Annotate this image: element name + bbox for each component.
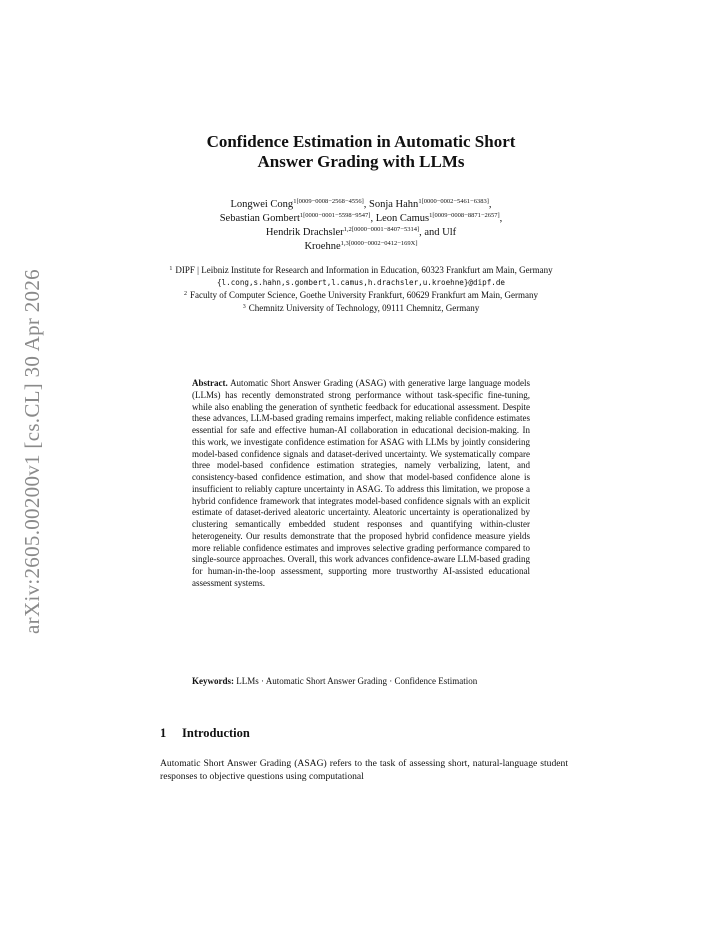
author-list: [160, 198, 562, 254]
affiliation-emails: {l.cong,s.hahn,s.gombert,l.camus,h.drachsler,u.kroehne}@dipf.de: [216, 277, 506, 287]
arxiv-identifier-text: arXiv:2605.00200v1 [cs.CL] 30 Apr 2026: [19, 268, 44, 634]
author-name: Leon Camus: [375, 213, 430, 224]
author-orcid: 1[0009−0008−8871−2657]: [429, 212, 500, 219]
author-separator: ,: [499, 213, 503, 224]
section-heading: [160, 726, 562, 741]
author-separator: ,: [488, 199, 492, 210]
author-orcid: 1,3[0000−0002−0412−169X]: [340, 240, 418, 247]
affiliation-list: [160, 264, 562, 314]
introduction-paragraph: Automatic Short Answer Grading (ASAG) refers to the task of assessing short, natural-language student responses to objective questions using computational: [160, 758, 568, 782]
author-line: [160, 240, 562, 254]
keywords-body: LLMs · Automatic Short Answer Grading · Confidence Estimation: [236, 676, 478, 686]
author-orcid: 1[0000−0002−5461−6383]: [418, 198, 489, 205]
keywords-label: Keywords:: [192, 676, 234, 686]
paper-title-line: Answer Grading with LLMs: [257, 152, 465, 171]
author-separator: , and: [419, 227, 443, 238]
affiliation-text: Chemnitz University of Technology, 09111 Chemnitz, Germany: [248, 302, 480, 313]
author-orcid: 1[0000−0001−5598−9547]: [299, 212, 371, 219]
keywords: [192, 676, 530, 688]
author-name: Longwei Cong: [230, 199, 294, 210]
abstract-body: Automatic Short Answer Grading (ASAG) with generative large language models (LLMs) has recently demonstrated strong performance without task-specific fine-tuning, while also enabling the generation of synthetic feedback for educational assessment. Despite these advances, LLM-based grading remains imperfect, making reliable confidence estimates essential for safe and effective human-AI collaboration in educational decision-making. In this work, we investigate confidence estimation for ASAG with LLMs by jointly considering model-based confidence signals and dataset-derived uncertainty. We systematically compare three model-based confidence estimation strategies, namely verbalizing, latent, and consistency-based confidence estimation, and show that model-based confidence alone is insufficient to reliably capture uncertainty in ASAG. To address this limitation, we propose a hybrid confidence framework that integrates model-based confidence signals with an explicit estimate of dataset-derived aleatoric uncertainty. Aleatoric uncertainty is operationalized by clustering semantically embedded student responses and quantifying within-cluster heterogeneity. Our results demonstrate that the proposed hybrid confidence measure yields more reliable confidence estimates and improves selective grading performance compared to single-source approaches. Overall, this work advances confidence-aware LLM-based grading for human-in-the-loop assessment, supporting more trustworthy AI-assisted educational assessment systems.: [192, 378, 530, 588]
affiliation-item: [160, 289, 562, 302]
affiliation-number: 3: [242, 303, 246, 310]
author-orcid: 1[0009−0008−2568−4556]: [293, 198, 364, 205]
author-line: [160, 226, 562, 240]
affiliation-text: DIPF | Leibniz Institute for Research and Information in Education, 60323 Frankfurt am Main, Germany: [175, 265, 553, 275]
affiliation-item: [160, 302, 562, 315]
author-name: Hendrik Drachsler: [265, 227, 344, 238]
paper-title: [160, 132, 562, 172]
author-line: [160, 198, 562, 212]
author-separator: ,: [370, 213, 376, 224]
paper-title-line: Confidence Estimation in Automatic Short: [206, 132, 516, 151]
author-name-continued: Kroehne: [304, 241, 341, 252]
author-line: [160, 212, 562, 226]
affiliation-number: 1: [169, 266, 173, 272]
abstract-label: Abstract.: [192, 378, 228, 388]
abstract: [192, 378, 530, 590]
affiliation-text: Faculty of Computer Science, Goethe University Frankfurt, 60629 Frankfurt am Main, Germany: [190, 290, 538, 300]
affiliation-item: [160, 264, 562, 277]
affiliation-number: 2: [184, 291, 188, 297]
arxiv-identifier-stamp: [6, 258, 58, 644]
author-separator: ,: [363, 199, 370, 210]
author-name: Ulf: [442, 227, 457, 238]
author-name: Sonja Hahn: [369, 199, 419, 210]
section-title: Introduction: [182, 726, 250, 740]
author-orcid: 1,2[0000−0001−8407−5314]: [343, 226, 420, 233]
author-name: Sebastian Gombert: [219, 213, 300, 224]
section-number: 1: [160, 726, 167, 740]
